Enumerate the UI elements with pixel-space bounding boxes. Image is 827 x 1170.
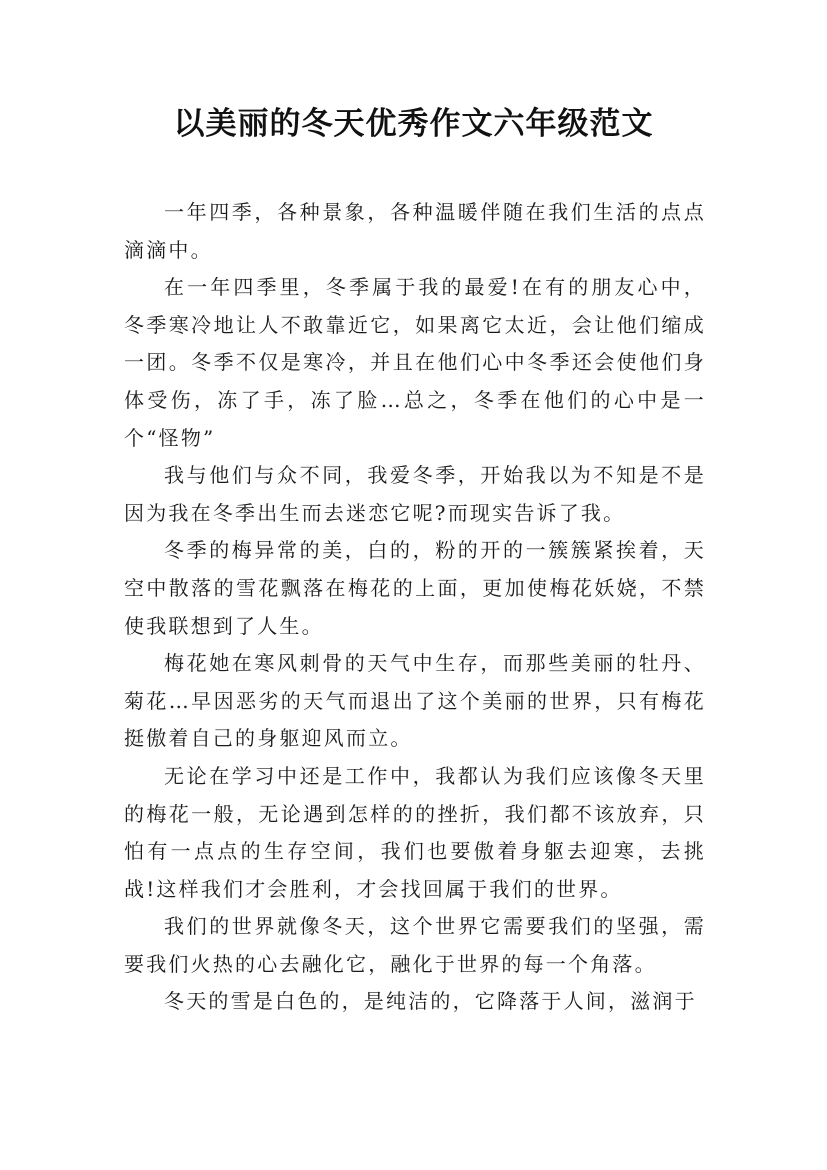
paragraph: 冬季的梅异常的美，白的，粉的开的一簇簇紧挨着，天空中散落的雪花飘落在梅花的上面，更加使梅花妖娆，不禁使我联想到了人生。 — [124, 538, 706, 638]
paragraph: 冬天的雪是白色的，是纯洁的，它降落于人间，滋润于 — [164, 989, 697, 1014]
paragraph: 一年四季，各种景象，各种温暖伴随在我们生活的点点滴滴中。 — [124, 200, 706, 262]
paragraph: 我们的世界就像冬天，这个世界它需要我们的坚强，需要我们火热的心去融化它，融化于世界的每一个角落。 — [124, 914, 706, 976]
paragraph: 梅花她在寒风刺骨的天气中生存，而那些美丽的牡丹、菊花…早因恶劣的天气而退出了这个美丽的世界，只有梅花挺傲着自己的身躯迎风而立。 — [124, 651, 706, 751]
paragraph: 无论在学习中还是工作中，我都认为我们应该像冬天里的梅花一般，无论遇到怎样的的挫折，我们都不该放弃，只怕有一点点的生存空间，我们也要傲着身躯去迎寒，去挑战!这样我们才会胜利，才会找回属于我们的世界。 — [124, 763, 706, 901]
document-title: 以美丽的冬天优秀作文六年级范文 — [173, 106, 654, 142]
paragraph: 在一年四季里，冬季属于我的最爱!在有的朋友心中，冬季寒冷地让人不敢靠近它，如果离它太近，会让他们缩成一团。冬季不仅是寒冷，并且在他们心中冬季还会使他们身体受伤，冻了手，冻了脸…总之，冬季在他们的心中是一个“怪物” — [124, 275, 706, 450]
document-body — [124, 194, 706, 1021]
paragraph: 我与他们与众不同，我爱冬季，开始我以为不知是不是因为我在冬季出生而去迷恋它呢?而现实告诉了我。 — [124, 463, 706, 525]
